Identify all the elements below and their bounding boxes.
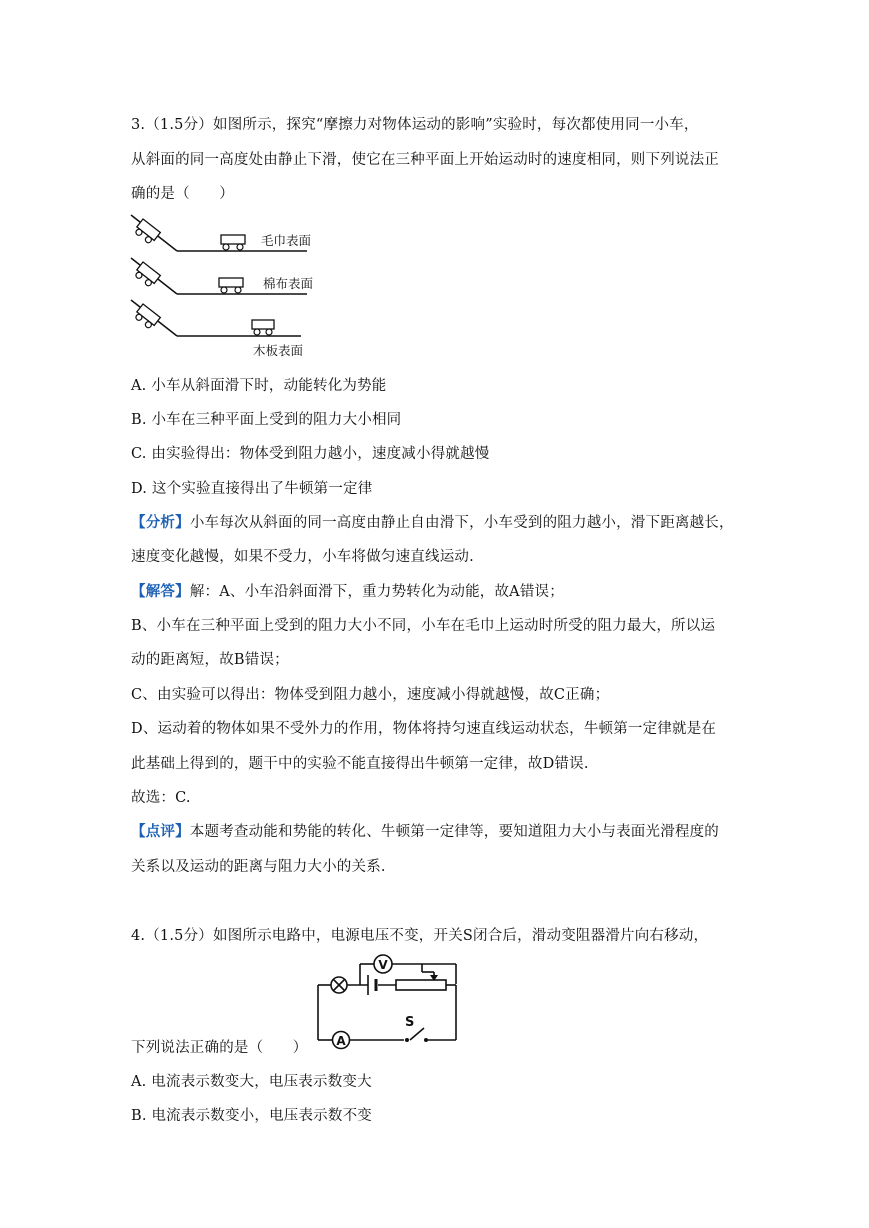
q3-option-a: A. 小车从斜面滑下时，动能转化为势能: [131, 378, 387, 394]
label-wood: 木板表面: [253, 343, 304, 358]
analysis-text: 小车每次从斜面的同一高度由静止自由滑下，小车受到的阻力越小，滑下距离越长，: [189, 515, 734, 531]
switch-label: S: [405, 1015, 415, 1030]
answer-text: 解：A、小车沿斜面滑下，重力势转化为动能，故A错误；: [189, 584, 564, 600]
q3-stem-line-1: 3.（1.5分）如图所示，探究“摩擦力对物体运动的影响”实验时，每次都使用同一小车，: [131, 117, 699, 133]
voltmeter-label: V: [378, 958, 388, 972]
q3-answer-line-6: 此基础上得到的，题干中的实验不能直接得出牛顿第一定律，故D错误.: [131, 756, 589, 772]
label-cotton: 棉布表面: [263, 276, 314, 291]
q3-answer-line-5: D、运动着的物体如果不受外力的作用，物体将持匀速直线运动状态，牛顿第一定律就是在: [131, 721, 717, 737]
q4-option-b: B. 电流表示数变小，电压表示数不变: [131, 1108, 372, 1124]
q3-answer-line-1: [131, 580, 564, 601]
ammeter-label: A: [336, 1034, 346, 1048]
q3-option-b: B. 小车在三种平面上受到的阻力大小相同: [131, 412, 402, 428]
q4-circuit-diagram: [312, 950, 462, 1056]
q3-answer-line-4: C、由实验可以得出：物体受到阻力越小，速度减小得就越慢，故C正确；: [131, 687, 610, 703]
q3-answer-line-2: B、小车在三种平面上受到的阻力大小不同，小车在毛巾上运动时所受的阻力最大，所以运: [131, 618, 716, 634]
q3-option-c: C. 由实验得出：物体受到阻力越小，速度减小得就越慢: [131, 446, 490, 462]
comment-text: 本题考查动能和势能的转化、牛顿第一定律等，要知道阻力大小与表面光滑程度的: [189, 824, 720, 840]
track-wood: [131, 300, 303, 358]
label-towel: 毛巾表面: [261, 233, 312, 248]
q3-comment-line-1: [131, 820, 719, 841]
q3-stem-line-2: 从斜面的同一高度处由静止下滑，使它在三种平面上开始运动时的速度相同，则下列说法正: [131, 152, 719, 168]
q4-stem-line-2: 下列说法正确的是（ ）: [131, 1040, 308, 1056]
q3-comment-line-2: 关系以及运动的距离与阻力大小的关系.: [131, 859, 386, 875]
comment-tag: 【点评】: [131, 823, 190, 840]
track-towel: [131, 215, 311, 251]
q3-analysis-line-2: 速度变化越慢，如果不受力，小车将做匀速直线运动.: [131, 549, 474, 565]
q3-stem-line-3: 确的是（ ）: [131, 186, 234, 202]
q3-friction-figure: [125, 205, 345, 365]
answer-tag: 【解答】: [131, 583, 190, 600]
q4-stem-line-1: 4.（1.5分）如图所示电路中，电源电压不变，开关S闭合后，滑动变阻器滑片向右移动，: [131, 928, 709, 944]
track-cotton: [131, 258, 313, 294]
q3-answer-line-7: 故选：C.: [131, 790, 191, 806]
q3-option-d: D. 这个实验直接得出了牛顿第一定律: [131, 481, 373, 497]
q3-analysis-line-1: [131, 511, 734, 532]
analysis-tag: 【分析】: [131, 514, 190, 531]
q3-answer-line-3: 动的距离短，故B错误；: [131, 652, 289, 668]
q4-option-a: A. 电流表示数变大，电压表示数变大: [131, 1074, 372, 1090]
